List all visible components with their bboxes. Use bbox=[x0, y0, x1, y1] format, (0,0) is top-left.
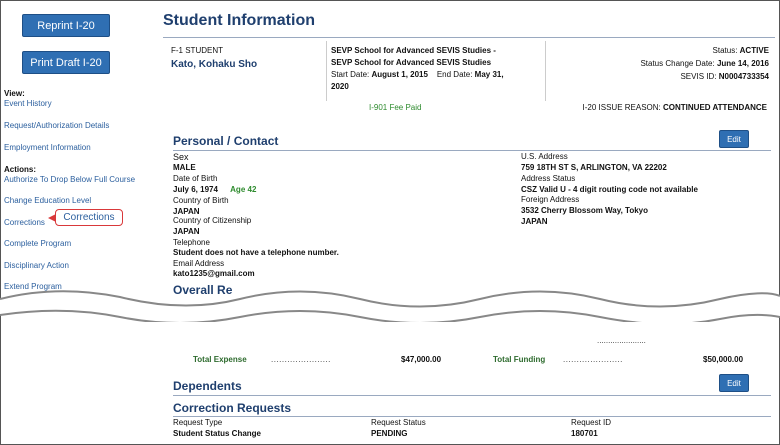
sex-value: MALE bbox=[173, 163, 196, 172]
sidebar-link-authorize-drop[interactable]: Authorize To Drop Below Full Course bbox=[4, 175, 136, 184]
end-date-label: End Date: bbox=[436, 70, 473, 79]
overall-remarks-title: Overall Re bbox=[173, 283, 233, 297]
end-date-value: May 31, bbox=[474, 70, 504, 79]
header-request-status: Request Status bbox=[371, 418, 426, 427]
telephone-label: Telephone bbox=[173, 238, 210, 247]
view-heading: View: bbox=[4, 89, 25, 98]
status-value: ACTIVE bbox=[739, 46, 769, 55]
correction-requests-title: Correction Requests bbox=[173, 401, 292, 415]
age-value: Age 42 bbox=[230, 185, 257, 194]
expense-dots: ...................... bbox=[271, 355, 331, 364]
school-name-line2: SEVP School for Advanced SEVIS Studies bbox=[331, 58, 492, 67]
sex-label: Sex bbox=[173, 152, 189, 162]
dob-value bbox=[173, 185, 256, 194]
funding-dots: ...................... bbox=[563, 355, 623, 364]
sidebar-link-extend-program[interactable]: Extend Program bbox=[4, 282, 62, 291]
country-of-citizenship-label: Country of Citizenship bbox=[173, 216, 252, 225]
personal-divider bbox=[173, 150, 771, 151]
personal-contact-title: Personal / Contact bbox=[173, 134, 279, 148]
status-line bbox=[548, 46, 769, 55]
page-break-wave bbox=[0, 287, 780, 322]
fee-paid-status: I-901 Fee Paid bbox=[369, 103, 422, 112]
email-label: Email Address bbox=[173, 259, 225, 268]
total-expense-value: $47,000.00 bbox=[401, 355, 442, 364]
start-date-label: Start Date: bbox=[331, 70, 370, 79]
issue-reason-label: I-20 ISSUE REASON: bbox=[582, 103, 661, 112]
dob-label: Date of Birth bbox=[173, 174, 218, 183]
student-type: F-1 STUDENT bbox=[171, 46, 223, 55]
sidebar-link-complete-program[interactable]: Complete Program bbox=[4, 239, 72, 248]
us-address-value: 759 18TH ST S, ARLINGTON, VA 22202 bbox=[521, 163, 667, 172]
sidebar-link-corrections[interactable]: Corrections bbox=[4, 218, 45, 227]
dependents-edit-button[interactable]: Edit bbox=[719, 374, 749, 392]
sidebar-link-request-authorization-details[interactable]: Request/Authorization Details bbox=[4, 121, 110, 130]
foreign-address-value: 3532 Cherry Blossom Way, Tokyo bbox=[521, 206, 649, 215]
foreign-address-label: Foreign Address bbox=[521, 195, 580, 204]
program-dates bbox=[331, 70, 545, 79]
end-date-year: 2020 bbox=[331, 82, 349, 91]
us-address-label: U.S. Address bbox=[521, 152, 568, 161]
header-request-type: Request Type bbox=[173, 418, 223, 427]
dob-date: July 6, 1974 bbox=[173, 185, 218, 194]
row-request-type: Student Status Change bbox=[173, 429, 262, 438]
email-value: kato1235@gmail.com bbox=[173, 269, 255, 278]
sidebar-link-event-history[interactable]: Event History bbox=[4, 99, 52, 108]
row-request-id: 180701 bbox=[571, 429, 598, 438]
address-status-value: CSZ Valid U - 4 digit routing code not available bbox=[521, 185, 698, 194]
corrections-callout: Corrections bbox=[55, 209, 123, 226]
student-identity bbox=[171, 41, 321, 101]
total-funding-label: Total Funding bbox=[493, 355, 546, 364]
total-funding-value: $50,000.00 bbox=[703, 355, 744, 364]
telephone-value: Student does not have a telephone number. bbox=[173, 248, 339, 257]
start-date-value: August 1, 2015 bbox=[371, 70, 428, 79]
continued-dots: ...................... bbox=[597, 336, 646, 345]
status-change-value: June 14, 2016 bbox=[716, 59, 769, 68]
status-change-line bbox=[548, 59, 769, 68]
total-expense-label: Total Expense bbox=[193, 355, 247, 364]
reprint-i20-button[interactable]: Reprint I-20 bbox=[22, 14, 110, 37]
student-summary bbox=[163, 41, 775, 101]
actions-heading: Actions: bbox=[4, 165, 36, 174]
status-change-label: Status Change Date: bbox=[640, 59, 715, 68]
school-info bbox=[326, 41, 546, 101]
sidebar-link-employment-information[interactable]: Employment Information bbox=[4, 143, 91, 152]
title-divider bbox=[163, 37, 775, 38]
sidebar-link-change-education-level[interactable]: Change Education Level bbox=[4, 196, 92, 205]
address-status-label: Address Status bbox=[521, 174, 576, 183]
school-name-line1: SEVP School for Advanced SEVIS Studies - bbox=[331, 46, 496, 55]
row-request-status: PENDING bbox=[371, 429, 408, 438]
sevis-id-line bbox=[548, 72, 769, 81]
foreign-country-value: JAPAN bbox=[521, 217, 548, 226]
print-draft-i20-button[interactable]: Print Draft I-20 bbox=[22, 51, 110, 74]
dependents-title: Dependents bbox=[173, 379, 242, 393]
issue-reason-value: CONTINUED ATTENDANCE bbox=[663, 103, 767, 112]
status-info bbox=[548, 41, 775, 101]
sevis-id-value: N0004733354 bbox=[718, 72, 769, 81]
country-of-citizenship-value: JAPAN bbox=[173, 227, 200, 236]
country-of-birth-label: Country of Birth bbox=[173, 196, 229, 205]
header-request-id: Request ID bbox=[571, 418, 612, 427]
personal-edit-button[interactable]: Edit bbox=[719, 130, 749, 148]
status-label: Status: bbox=[712, 46, 738, 55]
page-title: Student Information bbox=[163, 12, 315, 29]
student-name: Kato, Kohaku Sho bbox=[171, 59, 258, 70]
sevis-id-label: SEVIS ID: bbox=[680, 72, 717, 81]
country-of-birth-value: JAPAN bbox=[173, 207, 200, 216]
sidebar-link-disciplinary-action[interactable]: Disciplinary Action bbox=[4, 261, 69, 270]
issue-reason bbox=[583, 103, 767, 112]
main-content bbox=[163, 0, 775, 445]
